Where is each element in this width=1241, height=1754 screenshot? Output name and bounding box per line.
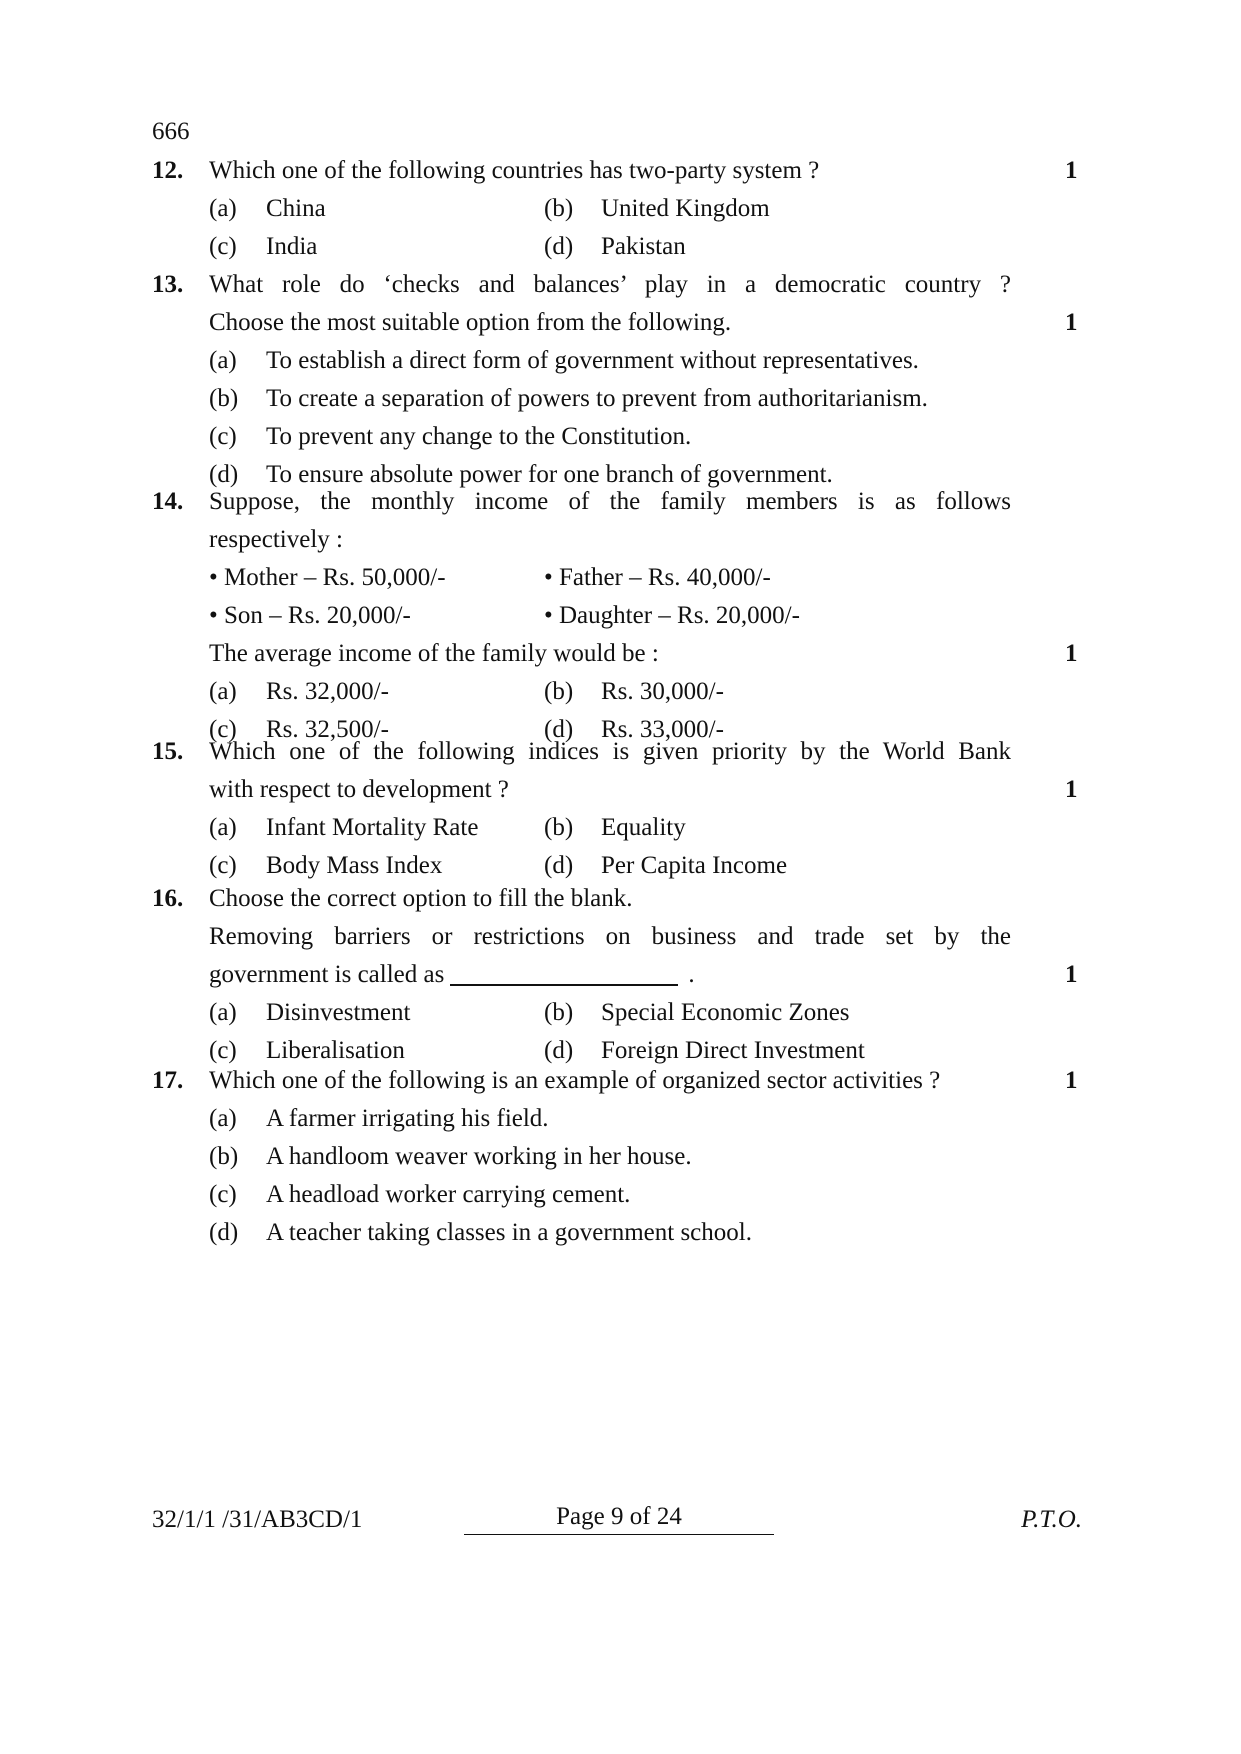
option-row: [152, 673, 1082, 711]
fill-blank: [450, 956, 678, 986]
question-number: 15.: [152, 738, 184, 765]
option-label: (d): [544, 233, 574, 260]
option-text: Equality: [601, 814, 686, 841]
question-number: 14.: [152, 488, 184, 515]
option-label: (c): [209, 1181, 237, 1208]
option-label: (d): [544, 852, 574, 879]
option-text: To prevent any change to the Constitution.: [266, 423, 692, 450]
paper-code-header: 666: [152, 118, 190, 145]
option-label: (b): [209, 1143, 239, 1170]
marks: 1: [1065, 640, 1078, 667]
option-label: (a): [209, 999, 237, 1026]
option-text: United Kingdom: [601, 195, 770, 222]
question-15: [152, 733, 1082, 885]
question-13: [152, 266, 1082, 494]
option-text: Disinvestment: [266, 999, 411, 1026]
question-text: respectively :: [209, 526, 343, 553]
income-item: • Mother – Rs. 50,000/-: [209, 564, 446, 591]
question-text: What role do ‘checks and balances’ play in a democratic country ?: [209, 271, 1011, 298]
option-text: A headload worker carrying cement.: [266, 1181, 631, 1208]
option-text: To establish a direct form of government without representatives.: [266, 347, 919, 374]
option-label: (a): [209, 347, 237, 374]
option-label: (b): [544, 678, 574, 705]
footer-paper-code: 32/1/1 /31/AB3CD/1: [152, 1506, 363, 1533]
question-text: Choose the correct option to fill the blank.: [209, 885, 633, 912]
question-text: Removing barriers or restrictions on business and trade set by the: [209, 923, 1011, 950]
option-text: Rs. 30,000/-: [601, 678, 724, 705]
option-text: Rs. 32,500/-: [266, 716, 389, 743]
question-text-with-blank: [209, 956, 695, 994]
question-stem: The average income of the family would be :: [209, 640, 659, 667]
option-label: (c): [209, 233, 237, 260]
question-number: 16.: [152, 885, 184, 912]
question-text: Which one of the following countries has two-party system ?: [209, 157, 820, 184]
marks: 1: [1065, 961, 1078, 988]
question-number: 13.: [152, 271, 184, 298]
page-footer: [152, 1500, 1082, 1540]
option-text: A handloom weaver working in her house.: [266, 1143, 692, 1170]
option-text: China: [266, 195, 326, 222]
question-16: [152, 880, 1082, 1070]
option-label: (d): [209, 461, 239, 488]
question-12: [152, 152, 1082, 266]
option-text: India: [266, 233, 318, 260]
option-label: (a): [209, 678, 237, 705]
question-14: [152, 483, 1082, 749]
option-label: (c): [209, 1037, 237, 1064]
option-row: [152, 190, 1082, 228]
option-text: Liberalisation: [266, 1037, 405, 1064]
option-label: (c): [209, 852, 237, 879]
marks: 1: [1065, 1067, 1078, 1094]
option-row: [152, 228, 1082, 266]
marks: 1: [1065, 309, 1078, 336]
question-text: government is called as: [209, 961, 445, 988]
question-text: Suppose, the monthly income of the family members is as follows: [209, 488, 1011, 515]
option-label: (b): [209, 385, 239, 412]
income-item: • Son – Rs. 20,000/-: [209, 602, 411, 629]
option-row: [152, 1100, 1082, 1138]
option-text: Infant Mortality Rate: [266, 814, 479, 841]
question-17: [152, 1062, 1082, 1252]
marks: 1: [1065, 157, 1078, 184]
income-item: • Father – Rs. 40,000/-: [544, 564, 771, 591]
option-label: (c): [209, 716, 237, 743]
option-row: [152, 809, 1082, 847]
option-text: A farmer irrigating his field.: [266, 1105, 549, 1132]
option-row: [152, 342, 1082, 380]
question-text: Choose the most suitable option from the following.: [209, 309, 732, 336]
option-text: To ensure absolute power for one branch of government.: [266, 461, 833, 488]
marks: 1: [1065, 776, 1078, 803]
please-turn-over: P.T.O.: [1021, 1506, 1082, 1533]
option-label: (a): [209, 814, 237, 841]
option-row: [152, 1138, 1082, 1176]
option-text: Per Capita Income: [601, 852, 788, 879]
option-text: Special Economic Zones: [601, 999, 850, 1026]
line-end: .: [688, 961, 695, 988]
option-text: Foreign Direct Investment: [601, 1037, 865, 1064]
question-number: 12.: [152, 157, 184, 184]
income-row: [152, 597, 1082, 635]
option-label: (b): [544, 999, 574, 1026]
option-text: Rs. 33,000/-: [601, 716, 724, 743]
option-row: [152, 1176, 1082, 1214]
option-row: [152, 380, 1082, 418]
option-text: To create a separation of powers to prevent from authoritarianism.: [266, 385, 928, 412]
option-row: [152, 994, 1082, 1032]
option-label: (b): [544, 814, 574, 841]
option-label: (d): [544, 1037, 574, 1064]
page-number: Page 9 of 24: [464, 1500, 774, 1535]
question-number: 17.: [152, 1067, 184, 1094]
option-row: [152, 1214, 1082, 1252]
option-text: Body Mass Index: [266, 852, 443, 879]
question-text: Which one of the following is an example of organized sector activities ?: [209, 1067, 941, 1094]
question-text: with respect to development ?: [209, 776, 509, 803]
income-row: [152, 559, 1082, 597]
option-text: Pakistan: [601, 233, 686, 260]
option-text: A teacher taking classes in a government school.: [266, 1219, 752, 1246]
option-label: (a): [209, 1105, 237, 1132]
option-label: (b): [544, 195, 574, 222]
option-label: (c): [209, 423, 237, 450]
option-label: (d): [544, 716, 574, 743]
income-item: • Daughter – Rs. 20,000/-: [544, 602, 800, 629]
option-label: (d): [209, 1219, 239, 1246]
option-text: Rs. 32,000/-: [266, 678, 389, 705]
option-label: (a): [209, 195, 237, 222]
question-text: Which one of the following indices is given priority by the World Bank: [209, 738, 1011, 765]
option-row: [152, 418, 1082, 456]
